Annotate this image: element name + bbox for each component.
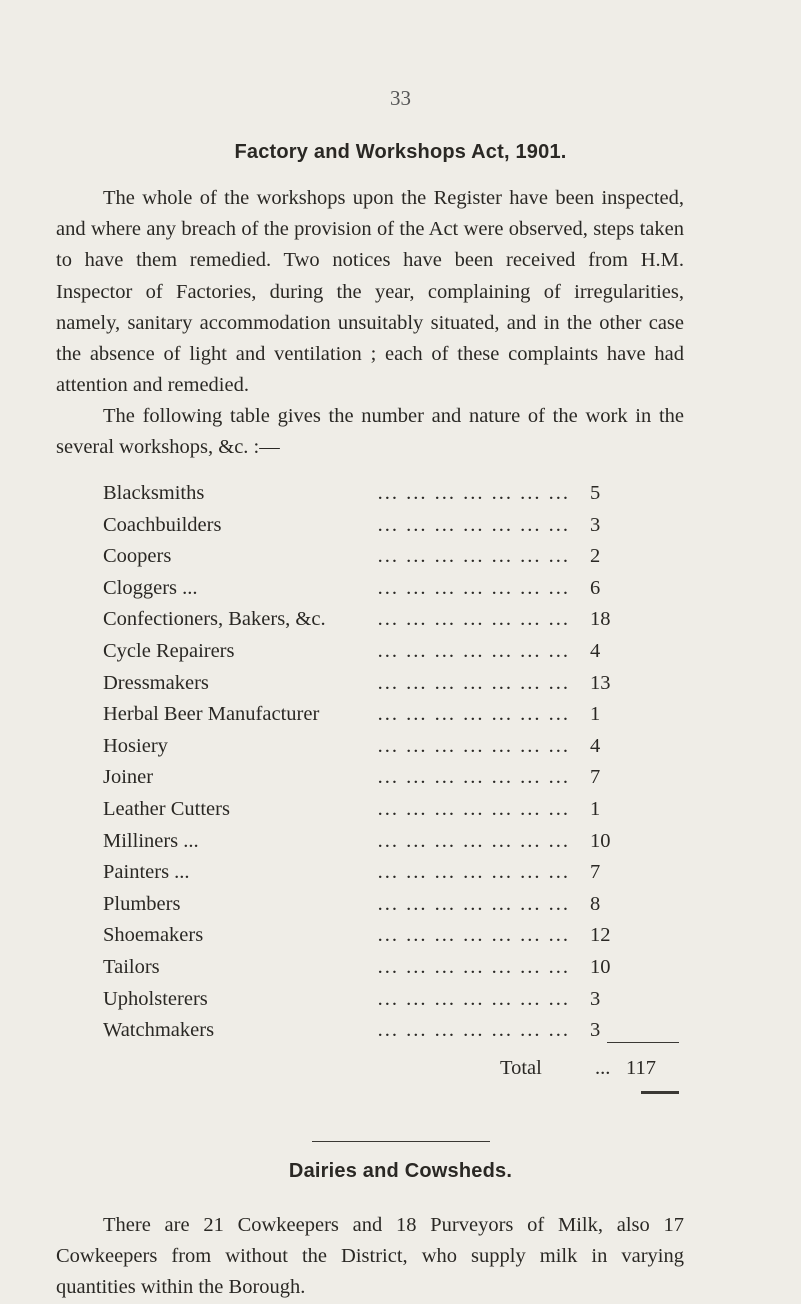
table-row-value: 4	[590, 639, 601, 662]
table-row	[103, 510, 670, 542]
table-row-value: 1	[590, 703, 601, 726]
table-row-value: 3	[590, 1019, 601, 1042]
table-row-leader-dots: ... ... ... ... ... ... ...	[377, 608, 570, 631]
table-row-label: Coopers	[103, 545, 172, 568]
paragraph-dairies-text: There are 21 Cowkeepers and 18 Purveyors of Milk, also 17 Cowkeepers from without the District, who supply milk in varying quantities within the Borough.	[56, 1214, 684, 1299]
table-row-label: Milliners ...	[103, 829, 199, 852]
table-row-label: Cycle Repairers	[103, 639, 235, 662]
table-row-label: Plumbers	[103, 892, 181, 915]
table-row-value: 4	[590, 734, 601, 757]
table-row-leader-dots: ... ... ... ... ... ... ...	[377, 829, 570, 852]
table-row-label: Coachbuilders	[103, 513, 222, 536]
table-row-value: 7	[590, 861, 601, 884]
table-row-leader-dots: ... ... ... ... ... ... ...	[377, 576, 570, 599]
workshop-table	[103, 478, 670, 1047]
table-row-label: Painters ...	[103, 861, 190, 884]
total-row	[0, 1052, 801, 1084]
table-row-label: Joiner	[103, 766, 154, 789]
table-row-value: 8	[590, 892, 601, 915]
table-row-value: 3	[590, 513, 601, 536]
table-row-leader-dots: ... ... ... ... ... ... ...	[377, 482, 570, 504]
table-row	[103, 952, 670, 984]
table-row-leader-dots: ... ... ... ... ... ... ...	[377, 987, 570, 1010]
table-row	[103, 826, 670, 858]
table-row-label: Dressmakers	[103, 671, 209, 694]
table-row	[103, 478, 670, 510]
table-row-leader-dots: ... ... ... ... ... ... ...	[377, 671, 570, 694]
table-row-value: 18	[590, 608, 611, 631]
table-row-value: 5	[590, 482, 601, 504]
table-row	[103, 920, 670, 952]
section-title-dairies: Dairies and Cowsheds.	[288, 1160, 513, 1182]
paragraph-table-intro-text: The following table gives the number and nature of the work in the several workshops, &c. :—	[56, 405, 684, 459]
table-row-leader-dots: ... ... ... ... ... ... ...	[377, 545, 570, 568]
table-row-label: Upholsterers	[103, 987, 208, 1010]
section-separator	[312, 1141, 490, 1142]
table-row-leader-dots: ... ... ... ... ... ... ...	[377, 734, 570, 757]
table-row-leader-dots: ... ... ... ... ... ... ...	[377, 639, 570, 662]
table-row	[103, 604, 670, 636]
table-row-label: Tailors	[103, 955, 160, 978]
table-row-label: Leather Cutters	[103, 797, 230, 820]
table-row-label: Confectioners, Bakers, &c.	[103, 608, 326, 631]
table-row	[103, 984, 670, 1016]
table-row-value: 3	[590, 987, 601, 1010]
total-value: 117	[626, 1057, 656, 1079]
table-row	[103, 668, 670, 700]
total-label: Total	[500, 1057, 542, 1079]
table-row-label: Hosiery	[103, 734, 168, 757]
table-row-value: 13	[590, 671, 611, 694]
table-row-value: 6	[590, 576, 601, 599]
paragraph-dairies	[56, 1210, 684, 1304]
table-row-leader-dots: ... ... ... ... ... ... ...	[377, 861, 570, 884]
table-row	[103, 889, 670, 921]
table-row-leader-dots: ... ... ... ... ... ... ...	[377, 703, 570, 726]
table-row	[103, 573, 670, 605]
section-title-factory-workshops: Factory and Workshops Act, 1901.	[234, 141, 567, 163]
table-row-leader-dots: ... ... ... ... ... ... ...	[377, 766, 570, 789]
table-row	[103, 541, 670, 573]
total-double-rule	[641, 1091, 679, 1094]
table-row-leader-dots: ... ... ... ... ... ... ...	[377, 797, 570, 820]
paragraph-inspection	[56, 183, 684, 401]
table-row	[103, 794, 670, 826]
table-row	[103, 731, 670, 763]
table-row-value: 12	[590, 924, 611, 947]
table-row	[103, 636, 670, 668]
table-row-value: 7	[590, 766, 601, 789]
paragraph-table-intro	[56, 401, 684, 463]
table-row-label: Watchmakers	[103, 1019, 215, 1042]
table-row-leader-dots: ... ... ... ... ... ... ...	[377, 1019, 570, 1042]
total-dots: ...	[595, 1057, 611, 1079]
table-row-label: Blacksmiths	[103, 482, 205, 504]
table-row-leader-dots: ... ... ... ... ... ... ...	[377, 513, 570, 536]
table-row-value: 2	[590, 545, 601, 568]
table-row-label: Herbal Beer Manufacturer	[103, 703, 320, 726]
table-row	[103, 1015, 670, 1047]
table-row-value: 10	[590, 829, 611, 852]
table-row-value: 10	[590, 955, 611, 978]
sum-rule	[607, 1042, 679, 1043]
table-row	[103, 699, 670, 731]
table-row-leader-dots: ... ... ... ... ... ... ...	[377, 924, 570, 947]
table-row-label: Cloggers ...	[103, 576, 198, 599]
table-row-leader-dots: ... ... ... ... ... ... ...	[377, 955, 570, 978]
table-row-label: Shoemakers	[103, 924, 204, 947]
table-row	[103, 857, 670, 889]
table-row-leader-dots: ... ... ... ... ... ... ...	[377, 892, 570, 915]
paragraph-inspection-text: The whole of the workshops upon the Register have been inspected, and where any breach of the provision of the Act were observed, steps taken to have them remedied. Two notices have been received from H.M. Inspector of Factories, during the year, complaining of irregularities, namely, sanitary accommodation unsuitably situated, and in the other case the absence of light and ventilation ; each of these complaints have had attention and remedied.	[56, 187, 684, 397]
table-row	[103, 762, 670, 794]
page-number: 33	[390, 86, 411, 110]
table-row-value: 1	[590, 797, 601, 820]
